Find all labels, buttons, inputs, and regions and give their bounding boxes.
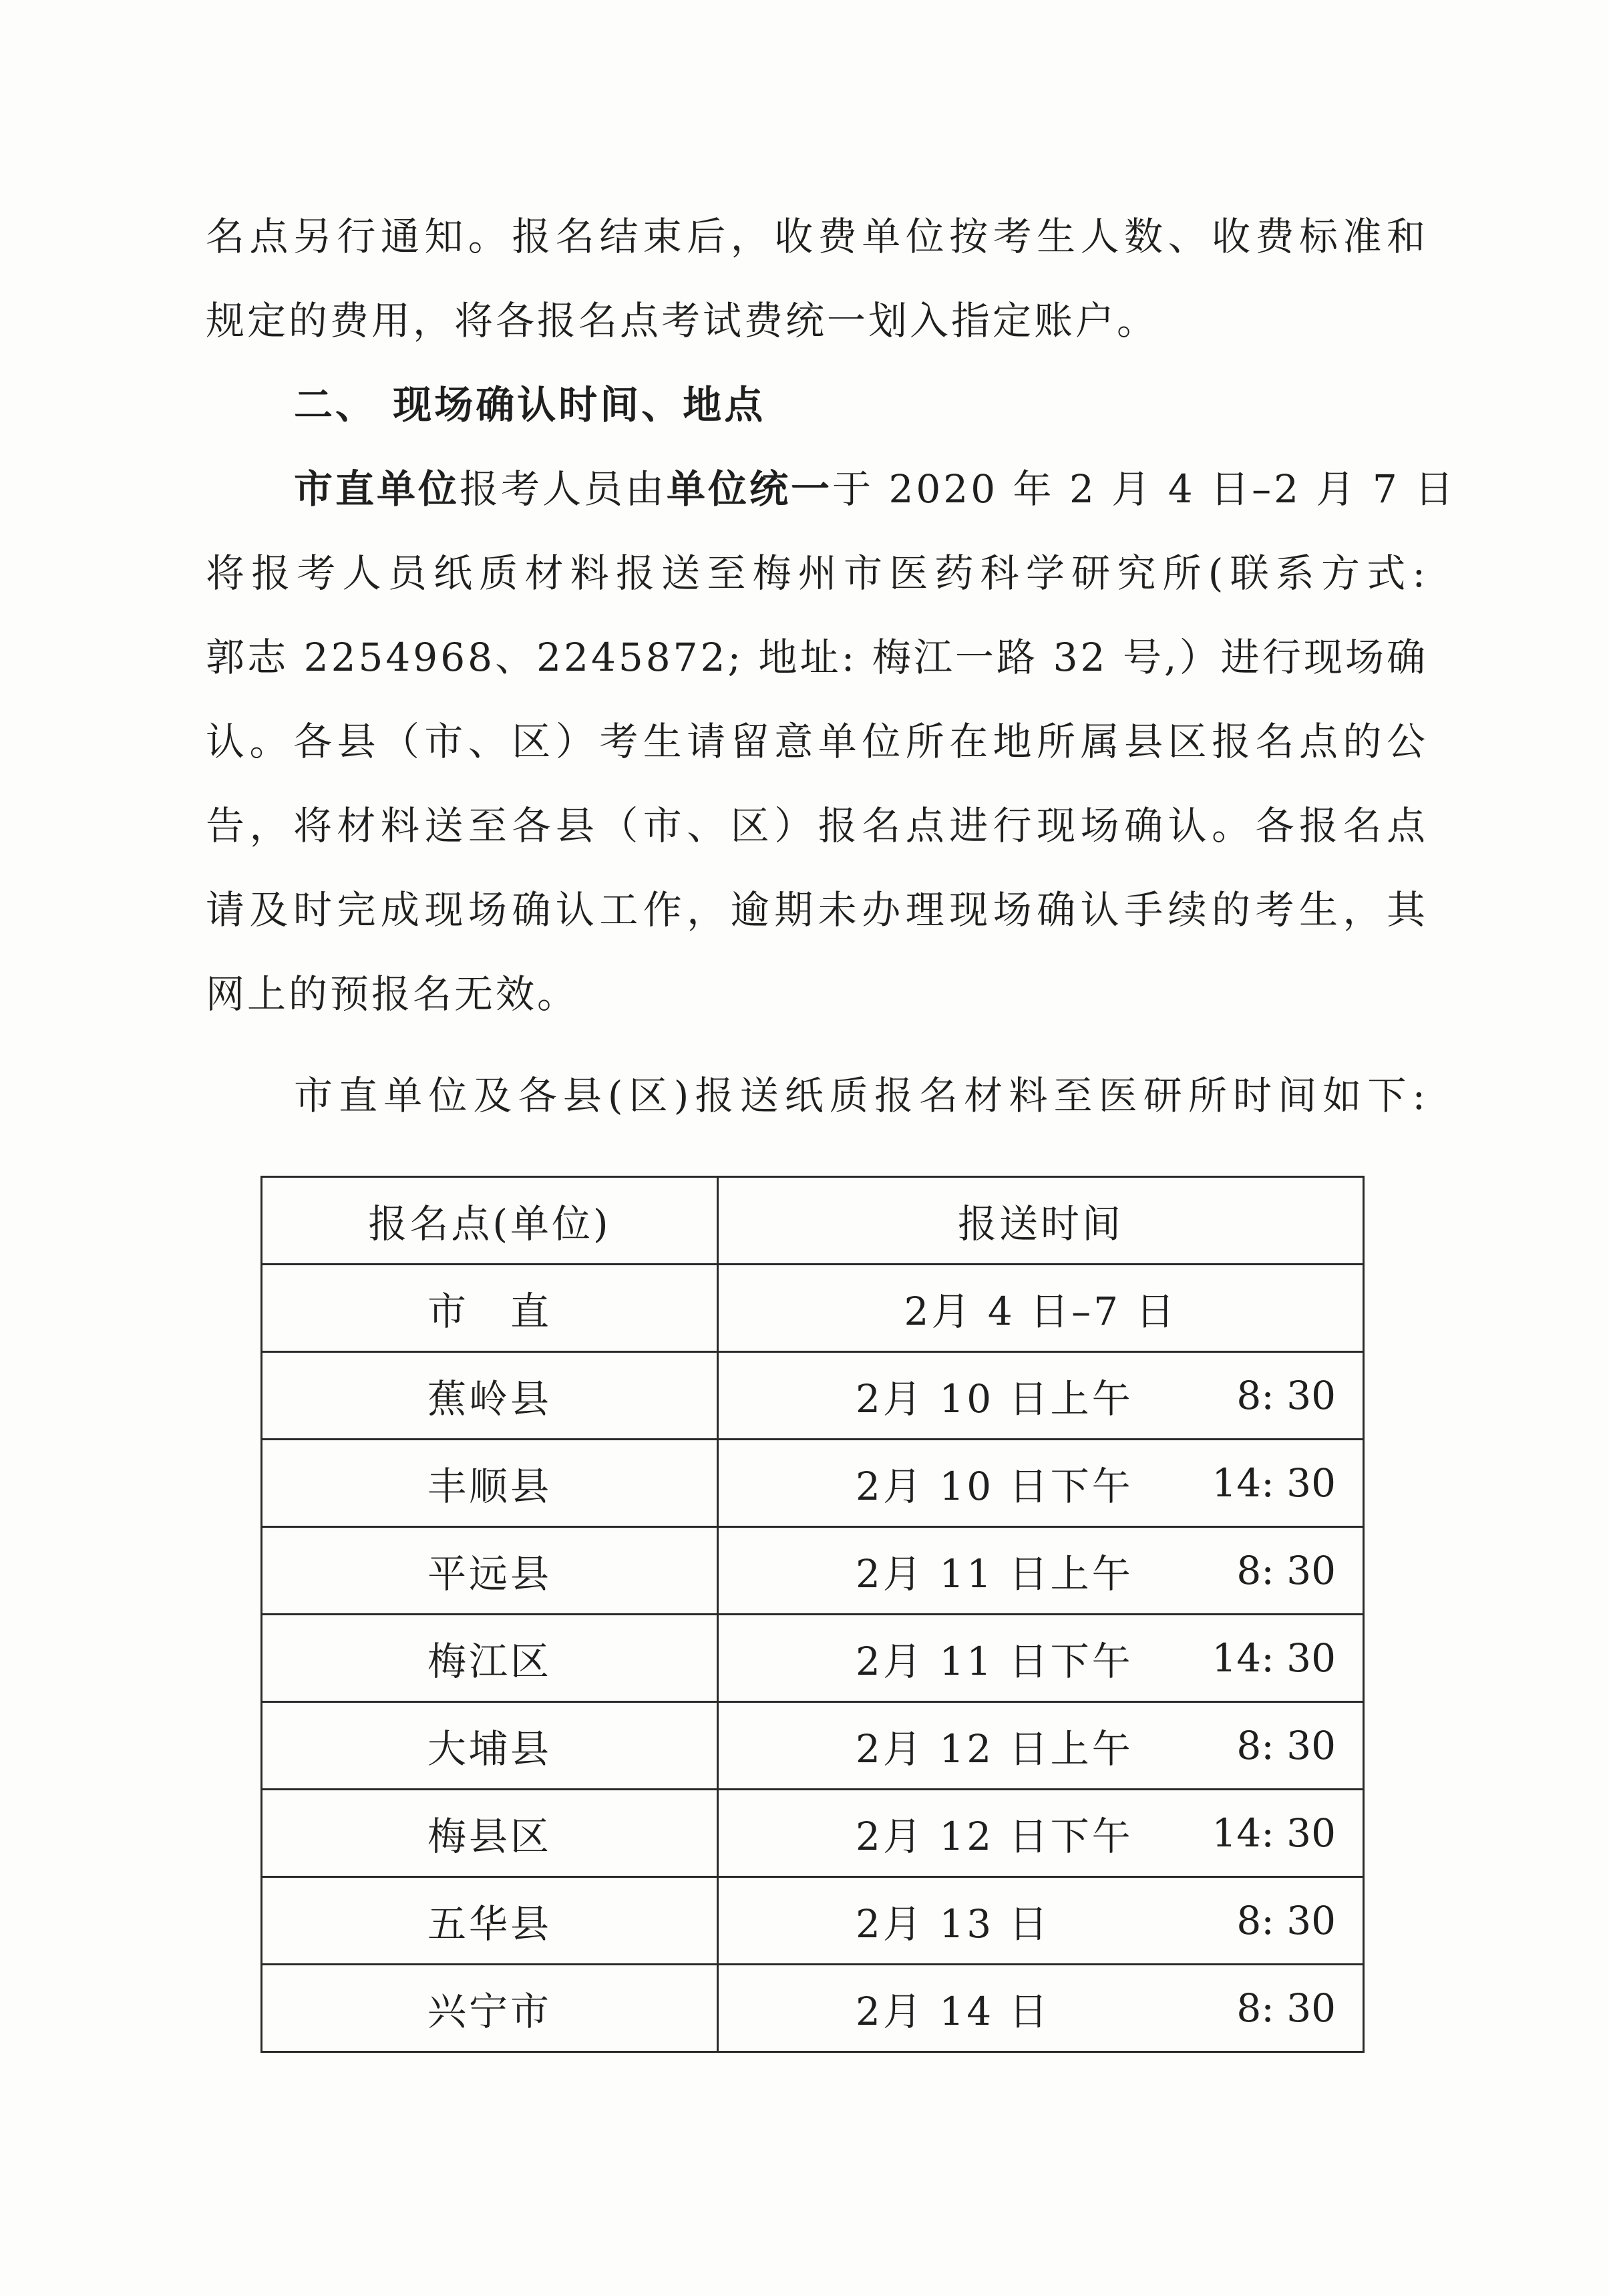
paragraph-line: 认。各县（市、区）考生请留意单位所在地所属县区报名点的公 (206, 719, 1428, 764)
paragraph-line: 告，将材料送至各县（市、区）报名点进行现场确认。各报名点 (206, 803, 1428, 848)
section-heading: 二、 现场确认时间、地点 (294, 382, 766, 428)
place-cell: 丰顺县 (262, 1440, 718, 1527)
time-text: 8: 30 (1236, 1373, 1336, 1418)
date-text: 2月 11 日下午 (856, 1639, 1133, 1684)
paragraph-line: 市直单位及各县(区)报送纸质报名材料至医研所时间如下: (294, 1073, 1428, 1118)
table-row (262, 1265, 1364, 1352)
date-time-cell (718, 1615, 1364, 1702)
time-text: 14: 30 (1212, 1460, 1336, 1506)
date-time-cell (718, 1702, 1364, 1790)
bold-text: 单位统一 (667, 466, 833, 512)
bold-text: 市直单位 (294, 466, 460, 512)
place-cell: 兴宁市 (262, 1965, 718, 2052)
paragraph-line (294, 465, 1457, 513)
plain-text: 于 2020 年 2 月 4 日–2 月 7 日 (832, 466, 1457, 512)
date-time-cell (718, 1527, 1364, 1615)
paragraph-line: 将报考人员纸质材料报送至梅州市医药科学研究所(联系方式: (206, 550, 1428, 596)
date-text: 2月 10 日上午 (856, 1376, 1133, 1422)
date-text: 2月 12 日上午 (856, 1726, 1133, 1772)
place-cell: 梅江区 (262, 1615, 718, 1702)
date-text: 2月 12 日下午 (856, 1814, 1133, 1859)
date-time-cell (718, 1352, 1364, 1440)
time-text: 8: 30 (1236, 1898, 1336, 1943)
date-text: 2月 14 日 (856, 1989, 1051, 2034)
time-text: 8: 30 (1236, 1723, 1336, 1768)
place-cell: 五华县 (262, 1877, 718, 1965)
place-cell: 大埔县 (262, 1702, 718, 1790)
time-text: 8: 30 (1236, 1985, 1336, 2031)
table-header-row (262, 1177, 1364, 1265)
paragraph-line: 网上的预报名无效。 (206, 971, 579, 1017)
place-cell: 梅县区 (262, 1790, 718, 1877)
table-row (262, 1352, 1364, 1440)
table-row (262, 1440, 1364, 1527)
date-time-cell (718, 1440, 1364, 1527)
table-row (262, 1527, 1364, 1615)
plain-text: 报考人员由 (460, 466, 667, 512)
paragraph-line: 名点另行通知。报名结束后，收费单位按考生人数、收费标准和 (206, 214, 1428, 259)
paragraph-line: 请及时完成现场确认工作，逾期未办理现场确认手续的考生，其 (206, 887, 1428, 933)
date-time-cell (718, 1877, 1364, 1965)
time-text: 8: 30 (1236, 1548, 1336, 1593)
header-cell: 报名点(单位) (262, 1177, 718, 1265)
table-row (262, 1877, 1364, 1965)
place-cell: 蕉岭县 (262, 1352, 718, 1440)
table-row (262, 1965, 1364, 2052)
date-time-cell (718, 1965, 1364, 2052)
paragraph-line: 规定的费用，将各报名点考试费统一划入指定账户。 (206, 298, 1159, 343)
date-cell: 2月 4 日–7 日 (718, 1265, 1364, 1352)
date-text: 2月 10 日下午 (856, 1464, 1133, 1509)
time-text: 14: 30 (1212, 1635, 1336, 1681)
place-cell: 平远县 (262, 1527, 718, 1615)
table-row (262, 1702, 1364, 1790)
paragraph-line: 郭志 2254968、2245872; 地址: 梅江一路 32 号,）进行现场确 (206, 635, 1428, 680)
table-row (262, 1790, 1364, 1877)
date-time-cell (718, 1790, 1364, 1877)
schedule-table (260, 1176, 1365, 2053)
table-row (262, 1615, 1364, 1702)
place-cell: 市 直 (262, 1265, 718, 1352)
header-cell: 报送时间 (718, 1177, 1364, 1265)
time-text: 14: 30 (1212, 1810, 1336, 1856)
date-text: 2月 11 日上午 (856, 1551, 1133, 1597)
date-text: 2月 13 日 (856, 1901, 1051, 1947)
